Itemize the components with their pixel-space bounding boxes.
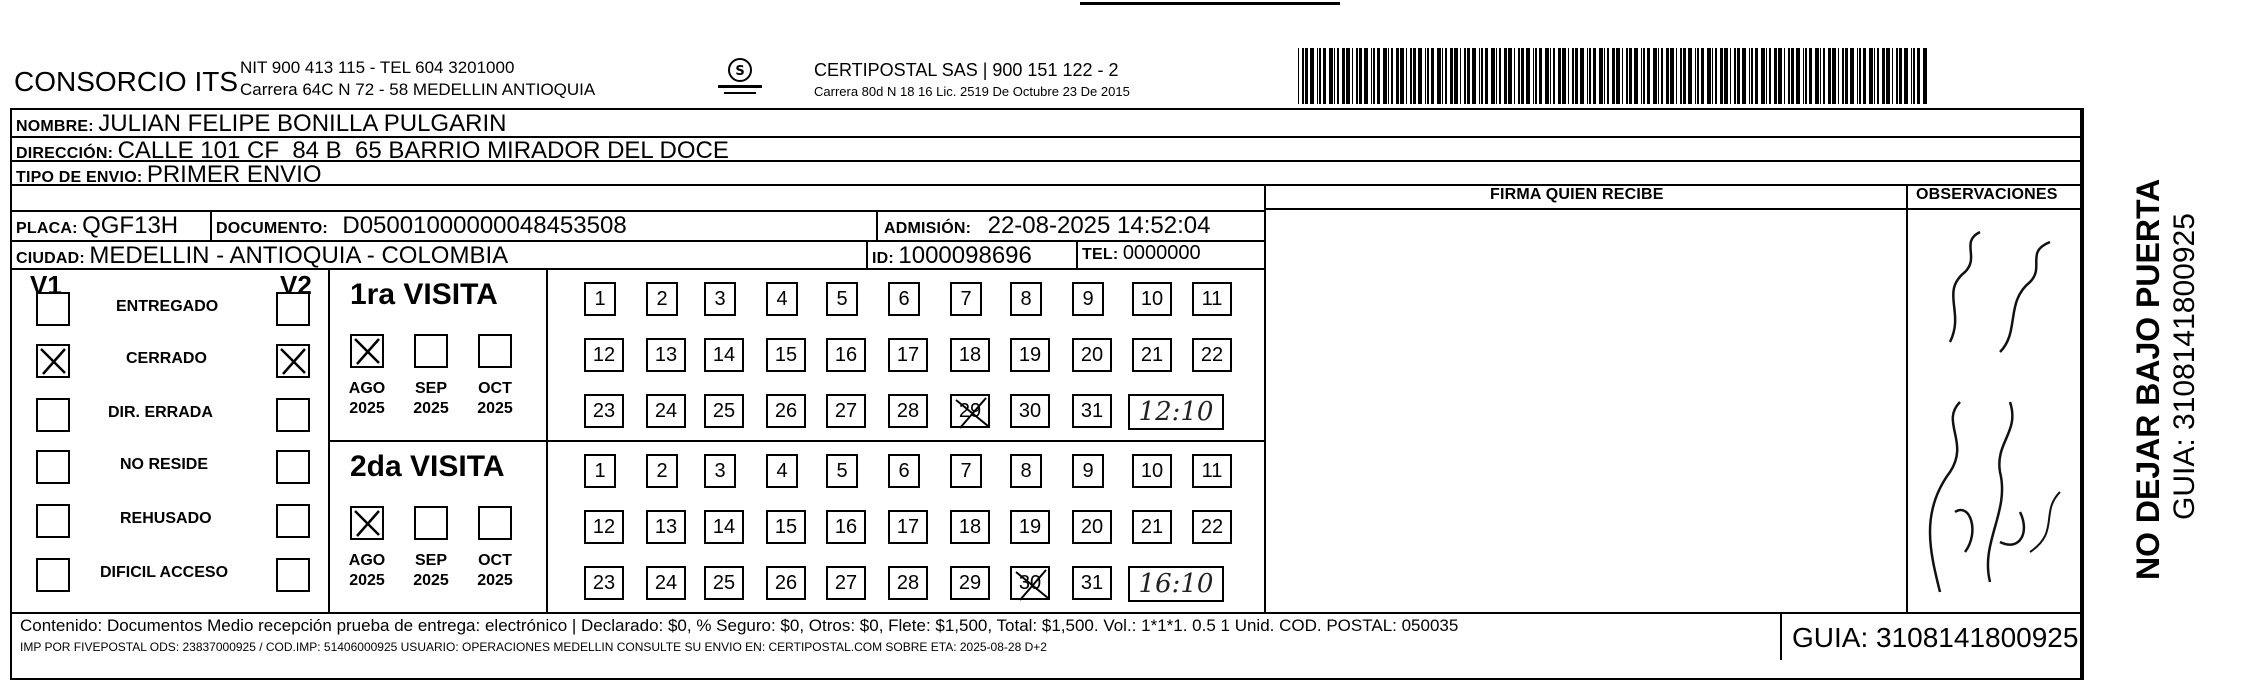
courier-license: Carrera 80d N 18 16 Lic. 2519 De Octubre 23 De 2015 bbox=[814, 84, 1130, 99]
day-box: 9 bbox=[1072, 454, 1104, 488]
barcode-bar bbox=[1352, 48, 1353, 104]
day-box: 21 bbox=[1132, 510, 1172, 544]
barcode-bar bbox=[1874, 48, 1875, 104]
year-label: 2025 bbox=[413, 572, 449, 589]
month-label: AGO bbox=[348, 552, 386, 569]
barcode-bar bbox=[1445, 48, 1447, 104]
day-box: 20 bbox=[1072, 338, 1112, 372]
day-box: 4 bbox=[766, 454, 798, 488]
barcode-bar bbox=[1917, 48, 1920, 104]
barcode-bar bbox=[1310, 48, 1314, 104]
day-box: 5 bbox=[826, 282, 858, 316]
barcode-bar bbox=[1823, 48, 1825, 104]
barcode-bar bbox=[1715, 48, 1717, 104]
day-box: 13 bbox=[646, 338, 686, 372]
v2-checkbox-1 bbox=[276, 292, 310, 326]
day-box: 22 bbox=[1192, 510, 1232, 544]
status-label: NO RESIDE bbox=[120, 456, 209, 473]
year-label: 2025 bbox=[477, 572, 513, 589]
barcode-bar bbox=[1877, 48, 1879, 104]
company-name: CONSORCIO ITS bbox=[14, 66, 239, 97]
month-label: OCT bbox=[478, 380, 512, 397]
barcode-bar bbox=[1425, 48, 1426, 104]
id-value: 1000098696 bbox=[898, 242, 1032, 269]
barcode-bar bbox=[1337, 48, 1339, 104]
barcode-bar bbox=[1896, 48, 1898, 104]
barcode-bar bbox=[1622, 48, 1623, 104]
id-label: ID: bbox=[872, 250, 894, 267]
row-line bbox=[1264, 208, 2082, 210]
status-label: ENTREGADO bbox=[116, 298, 219, 315]
day-box: 8 bbox=[1010, 454, 1042, 488]
documento-row bbox=[216, 212, 627, 240]
barcode-bar bbox=[1734, 48, 1736, 104]
barcode-bar bbox=[1701, 48, 1704, 104]
barcode-bar bbox=[1670, 48, 1674, 104]
barcode-bar bbox=[1803, 48, 1804, 104]
day-box: 19 bbox=[1010, 338, 1050, 372]
day-box: 14 bbox=[704, 510, 744, 544]
barcode-bar bbox=[1845, 48, 1848, 104]
col-line bbox=[1076, 240, 1078, 268]
barcode-bar bbox=[1788, 48, 1790, 104]
barcode-bar bbox=[1805, 48, 1807, 104]
day-box: 25 bbox=[704, 394, 744, 428]
barcode-bar bbox=[1809, 48, 1812, 104]
col-line bbox=[866, 240, 868, 268]
barcode-bar bbox=[1413, 48, 1416, 104]
barcode-bar bbox=[1911, 48, 1912, 104]
month-label: SEP bbox=[414, 552, 447, 569]
documento-value: D05001000000048453508 bbox=[342, 212, 627, 239]
barcode-bar bbox=[1749, 48, 1750, 104]
barcode-bar bbox=[1607, 48, 1609, 104]
certipostal-logo bbox=[710, 56, 770, 98]
barcode-bar bbox=[1298, 48, 1299, 104]
direccion-value: CALLE 101 CF 84 B 65 BARRIO MIRADOR DEL DOCE bbox=[117, 137, 729, 164]
day-box: 17 bbox=[888, 338, 928, 372]
row-line bbox=[10, 612, 2082, 614]
barcode-bar bbox=[1913, 48, 1915, 104]
admision-row bbox=[884, 212, 1210, 240]
barcode-bar bbox=[1437, 48, 1441, 104]
barcode-bar bbox=[1550, 48, 1551, 104]
observaciones-label: OBSERVACIONES bbox=[1916, 186, 2058, 203]
month-label: AGO bbox=[348, 380, 386, 397]
day-box: 16 bbox=[826, 338, 866, 372]
barcode-bar bbox=[1838, 48, 1839, 104]
day-box: 29 bbox=[950, 566, 990, 600]
day-box: 17 bbox=[888, 510, 928, 544]
barcode-bar bbox=[1460, 48, 1461, 104]
month-checkbox bbox=[478, 334, 512, 368]
barcode-bar bbox=[1769, 48, 1771, 104]
barcode-bar bbox=[1553, 48, 1555, 104]
barcode-bar bbox=[1724, 48, 1728, 104]
day-box: 2 bbox=[646, 282, 678, 316]
v1-checkbox-2 bbox=[36, 344, 70, 378]
v1-checkbox-5 bbox=[36, 504, 70, 538]
year-label: 2025 bbox=[349, 572, 385, 589]
day-box: 15 bbox=[766, 338, 806, 372]
tel-row bbox=[1082, 242, 1201, 265]
admision-label: ADMISIÓN: bbox=[884, 220, 972, 237]
day-box: 1 bbox=[584, 454, 616, 488]
nombre-row bbox=[16, 110, 506, 138]
barcode-bar bbox=[1688, 48, 1692, 104]
barcode-bar bbox=[1406, 48, 1407, 104]
barcode-bar bbox=[1323, 48, 1326, 104]
barcode-bar bbox=[1751, 48, 1753, 104]
barcode-bar bbox=[1396, 48, 1399, 104]
barcode-bar bbox=[1815, 48, 1819, 104]
barcode-bar bbox=[1863, 48, 1866, 104]
barcode-bar bbox=[1820, 48, 1821, 104]
handwritten-time: 12:10 bbox=[1128, 394, 1224, 430]
barcode-bar bbox=[1491, 48, 1495, 104]
ciudad-row bbox=[16, 242, 508, 270]
barcode-bar bbox=[1892, 48, 1893, 104]
footer-line2: IMP POR FIVEPOSTAL ODS: 23837000925 / COD.IMP: 51406000925 USUARIO: OPERACIONES MEDELLIN CONSULTE SU ENVIO EN: CERTIPOSTAL.COM SOBRE ETA: 2025-08-28 D+2 bbox=[20, 640, 1047, 654]
barcode-bar bbox=[1377, 48, 1380, 104]
barcode-bar bbox=[1593, 48, 1596, 104]
barcode-bar bbox=[1526, 48, 1530, 104]
day-box: 10 bbox=[1132, 454, 1172, 488]
day-box: 3 bbox=[704, 454, 736, 488]
barcode-bar bbox=[1742, 48, 1746, 104]
barcode-bar bbox=[1730, 48, 1731, 104]
barcode-bar bbox=[1499, 48, 1501, 104]
barcode-bar bbox=[1539, 48, 1542, 104]
day-box: 11 bbox=[1192, 454, 1232, 488]
day-box: 10 bbox=[1132, 282, 1172, 316]
barcode-bar bbox=[1676, 48, 1677, 104]
day-box: 24 bbox=[646, 394, 686, 428]
v1-checkbox-1 bbox=[36, 292, 70, 326]
day-box: 6 bbox=[888, 282, 920, 316]
day-box: 22 bbox=[1192, 338, 1232, 372]
ciudad-label: CIUDAD: bbox=[16, 250, 85, 267]
barcode-bar bbox=[1562, 48, 1566, 104]
day-box: 13 bbox=[646, 510, 686, 544]
tipo-label: TIPO DE ENVIO: bbox=[16, 169, 143, 186]
barcode-bar bbox=[1450, 48, 1453, 104]
barcode-bar bbox=[1496, 48, 1497, 104]
barcode-bar bbox=[1658, 48, 1659, 104]
day-box: 24 bbox=[646, 566, 686, 600]
barcode-bar bbox=[1680, 48, 1682, 104]
barcode-bar bbox=[1653, 48, 1657, 104]
barcode-bar bbox=[1904, 48, 1908, 104]
day-box: 3 bbox=[704, 282, 736, 316]
barcode-bar bbox=[1467, 48, 1470, 104]
barcode-bar bbox=[1431, 48, 1434, 104]
day-box: 27 bbox=[826, 394, 866, 428]
barcode-bar bbox=[1707, 48, 1711, 104]
barcode-bar bbox=[1572, 48, 1574, 104]
day-box: 5 bbox=[826, 454, 858, 488]
barcode-bar bbox=[1599, 48, 1603, 104]
barcode-bar bbox=[1442, 48, 1443, 104]
day-box: 19 bbox=[1010, 510, 1050, 544]
day-box: 2 bbox=[646, 454, 678, 488]
placa-row bbox=[16, 212, 178, 240]
barcode-bar bbox=[1521, 48, 1524, 104]
placa-value: QGF13H bbox=[82, 212, 179, 239]
barcode bbox=[1298, 48, 1928, 104]
barcode-bar bbox=[1302, 48, 1304, 104]
day-box: 23 bbox=[584, 566, 624, 600]
v1-checkbox-3 bbox=[36, 398, 70, 432]
v1-checkbox-4 bbox=[36, 450, 70, 484]
barcode-bar bbox=[1454, 48, 1458, 104]
barcode-bar bbox=[1850, 48, 1854, 104]
barcode-bar bbox=[1371, 48, 1372, 104]
barcode-bar bbox=[1410, 48, 1412, 104]
handwritten-signature bbox=[1910, 212, 2080, 608]
barcode-bar bbox=[1504, 48, 1507, 104]
barcode-bar bbox=[1859, 48, 1861, 104]
day-box: 6 bbox=[888, 454, 920, 488]
day-box: 29 bbox=[950, 394, 990, 428]
barcode-bar bbox=[1359, 48, 1362, 104]
col-line bbox=[1906, 184, 1908, 612]
day-box: 7 bbox=[950, 454, 982, 488]
v2-checkbox-5 bbox=[276, 504, 310, 538]
day-box: 27 bbox=[826, 566, 866, 600]
barcode-bar bbox=[1485, 48, 1488, 104]
barcode-bar bbox=[1842, 48, 1844, 104]
day-box: 12 bbox=[584, 338, 624, 372]
v2-checkbox-6 bbox=[276, 558, 310, 592]
barcode-bar bbox=[1661, 48, 1663, 104]
barcode-bar bbox=[1899, 48, 1902, 104]
day-box: 9 bbox=[1072, 282, 1104, 316]
placa-label: PLACA: bbox=[16, 220, 78, 237]
barcode-bar bbox=[1857, 48, 1858, 104]
day-box: 30 bbox=[1010, 394, 1050, 428]
barcode-bar bbox=[1647, 48, 1650, 104]
barcode-bar bbox=[1388, 48, 1389, 104]
v2-checkbox-2 bbox=[276, 344, 310, 378]
col-line bbox=[1264, 184, 1266, 612]
day-box: 31 bbox=[1072, 566, 1112, 600]
col-line bbox=[210, 210, 212, 240]
barcode-bar bbox=[1317, 48, 1318, 104]
day-box: 26 bbox=[766, 566, 806, 600]
day-box: 18 bbox=[950, 510, 990, 544]
status-label: DIFICIL ACCESO bbox=[100, 564, 229, 581]
month-label: OCT bbox=[478, 552, 512, 569]
barcode-bar bbox=[1479, 48, 1480, 104]
barcode-bar bbox=[1373, 48, 1375, 104]
day-box: 12 bbox=[584, 510, 624, 544]
ciudad-value: MEDELLIN - ANTIOQUIA - COLOMBIA bbox=[89, 242, 509, 269]
direccion-label: DIRECCIÓN: bbox=[16, 145, 114, 162]
svg-text:S: S bbox=[735, 64, 745, 79]
barcode-bar bbox=[1391, 48, 1393, 104]
day-box: 8 bbox=[1010, 282, 1042, 316]
barcode-bar bbox=[1755, 48, 1758, 104]
barcode-bar bbox=[1634, 48, 1638, 104]
handwritten-time: 16:10 bbox=[1128, 566, 1224, 602]
company-nit: NIT 900 413 115 - TEL 604 3201000 bbox=[240, 58, 515, 77]
barcode-bar bbox=[1545, 48, 1549, 104]
v1-label: V1 bbox=[30, 270, 62, 300]
barcode-bar bbox=[1535, 48, 1537, 104]
year-label: 2025 bbox=[477, 400, 513, 417]
barcode-bar bbox=[1604, 48, 1605, 104]
barcode-bar bbox=[1626, 48, 1628, 104]
firma-label: FIRMA QUIEN RECIBE bbox=[1490, 186, 1664, 203]
day-box: 30 bbox=[1010, 566, 1050, 600]
col-line bbox=[876, 210, 878, 240]
month-checkbox bbox=[350, 506, 384, 540]
barcode-bar bbox=[1697, 48, 1699, 104]
barcode-bar bbox=[1329, 48, 1333, 104]
barcode-bar bbox=[1712, 48, 1713, 104]
barcode-bar bbox=[1305, 48, 1308, 104]
visit-title: 2da VISITA bbox=[350, 450, 505, 483]
barcode-bar bbox=[1616, 48, 1620, 104]
day-box: 11 bbox=[1192, 282, 1232, 316]
barcode-bar bbox=[1791, 48, 1794, 104]
status-label: DIR. ERRADA bbox=[108, 404, 213, 421]
month-checkbox bbox=[414, 506, 448, 540]
barcode-bar bbox=[1508, 48, 1512, 104]
barcode-bar bbox=[1568, 48, 1569, 104]
day-box: 15 bbox=[766, 510, 806, 544]
barcode-bar bbox=[1356, 48, 1358, 104]
courier-name: CERTIPOSTAL SAS | 900 151 122 - 2 bbox=[814, 60, 1119, 80]
barcode-bar bbox=[1580, 48, 1584, 104]
barcode-bar bbox=[1832, 48, 1836, 104]
barcode-bar bbox=[1587, 48, 1588, 104]
barcode-bar bbox=[1427, 48, 1429, 104]
v1-checkbox-6 bbox=[36, 558, 70, 592]
barcode-bar bbox=[1882, 48, 1885, 104]
barcode-bar bbox=[1589, 48, 1591, 104]
visit-title: 1ra VISITA bbox=[350, 278, 498, 311]
nombre-value: JULIAN FELIPE BONILLA PULGARIN bbox=[98, 110, 507, 137]
day-box: 16 bbox=[826, 510, 866, 544]
day-box: 18 bbox=[950, 338, 990, 372]
barcode-bar bbox=[1641, 48, 1642, 104]
barcode-bar bbox=[1683, 48, 1686, 104]
barcode-bar bbox=[1761, 48, 1765, 104]
v2-checkbox-4 bbox=[276, 450, 310, 484]
admision-value: 22-08-2025 14:52:04 bbox=[987, 212, 1211, 239]
barcode-bar bbox=[1629, 48, 1632, 104]
side-main: NO DEJAR BAJO PUERTA bbox=[2130, 178, 2166, 580]
barcode-bar bbox=[1828, 48, 1831, 104]
day-box: 23 bbox=[584, 394, 624, 428]
barcode-bar bbox=[1612, 48, 1615, 104]
barcode-bar bbox=[1558, 48, 1561, 104]
barcode-bar bbox=[1533, 48, 1534, 104]
top-border bbox=[1080, 2, 1340, 5]
day-box: 20 bbox=[1072, 510, 1112, 544]
documento-label: DOCUMENTO: bbox=[216, 220, 328, 237]
barcode-bar bbox=[1774, 48, 1777, 104]
year-label: 2025 bbox=[413, 400, 449, 417]
barcode-bar bbox=[1481, 48, 1483, 104]
tipo-row bbox=[16, 161, 322, 189]
day-box: 14 bbox=[704, 338, 744, 372]
visit-divider bbox=[328, 440, 1264, 442]
id-row bbox=[872, 242, 1032, 270]
barcode-bar bbox=[1766, 48, 1767, 104]
col-line bbox=[2082, 108, 2084, 680]
day-box: 25 bbox=[704, 566, 744, 600]
day-box: 26 bbox=[766, 394, 806, 428]
barcode-bar bbox=[1346, 48, 1350, 104]
nombre-label: NOMBRE: bbox=[16, 118, 94, 135]
month-label: SEP bbox=[414, 380, 447, 397]
barcode-bar bbox=[1643, 48, 1645, 104]
barcode-bar bbox=[1364, 48, 1368, 104]
month-checkbox bbox=[478, 506, 512, 540]
day-box: 31 bbox=[1072, 394, 1112, 428]
tel-value: 0000000 bbox=[1122, 242, 1201, 264]
barcode-bar bbox=[1869, 48, 1873, 104]
barcode-bar bbox=[1923, 48, 1927, 104]
footer-line1: Contenido: Documentos Medio recepción prueba de entrega: electrónico | Declarado: $0, % Seguro: $0, Otros: $0, Flete: $1,500, Total: $1,500. Vol.: 1*1*1. 0.5 1 Unid. COD. POSTAL: 050035 bbox=[20, 616, 1459, 635]
year-label: 2025 bbox=[349, 400, 385, 417]
barcode-bar bbox=[1737, 48, 1740, 104]
barcode-bar bbox=[1666, 48, 1669, 104]
barcode-bar bbox=[1319, 48, 1321, 104]
barcode-bar bbox=[1720, 48, 1723, 104]
month-checkbox bbox=[350, 334, 384, 368]
footer-guia: GUIA: 3108141800925 bbox=[1792, 622, 2079, 653]
status-label: CERRADO bbox=[126, 350, 207, 367]
v2-checkbox-3 bbox=[276, 398, 310, 432]
barcode-bar bbox=[1342, 48, 1345, 104]
barcode-bar bbox=[1400, 48, 1404, 104]
barcode-bar bbox=[1575, 48, 1578, 104]
day-box: 28 bbox=[888, 394, 928, 428]
col-line bbox=[1780, 612, 1782, 660]
status-label: REHUSADO bbox=[120, 510, 212, 527]
tipo-value: PRIMER ENVIO bbox=[146, 161, 322, 188]
barcode-bar bbox=[1514, 48, 1515, 104]
side-text bbox=[2090, 140, 2240, 580]
day-box: 28 bbox=[888, 566, 928, 600]
company-address: Carrera 64C N 72 - 58 MEDELLIN ANTIOQUIA bbox=[240, 80, 596, 99]
barcode-bar bbox=[1464, 48, 1466, 104]
barcode-bar bbox=[1334, 48, 1335, 104]
barcode-bar bbox=[1695, 48, 1696, 104]
barcode-bar bbox=[1472, 48, 1476, 104]
tel-label: TEL: bbox=[1082, 246, 1119, 263]
barcode-bar bbox=[1518, 48, 1520, 104]
day-box: 4 bbox=[766, 282, 798, 316]
barcode-bar bbox=[1886, 48, 1890, 104]
barcode-bar bbox=[1796, 48, 1800, 104]
barcode-bar bbox=[1784, 48, 1785, 104]
day-box: 1 bbox=[584, 282, 616, 316]
v2-label: V2 bbox=[280, 270, 312, 300]
day-box: 7 bbox=[950, 282, 982, 316]
day-box: 21 bbox=[1132, 338, 1172, 372]
month-checkbox bbox=[414, 334, 448, 368]
side-guia: GUIA: 3108141800925 bbox=[2168, 213, 2201, 520]
barcode-bar bbox=[1418, 48, 1422, 104]
barcode-bar bbox=[1778, 48, 1782, 104]
barcode-bar bbox=[1383, 48, 1387, 104]
